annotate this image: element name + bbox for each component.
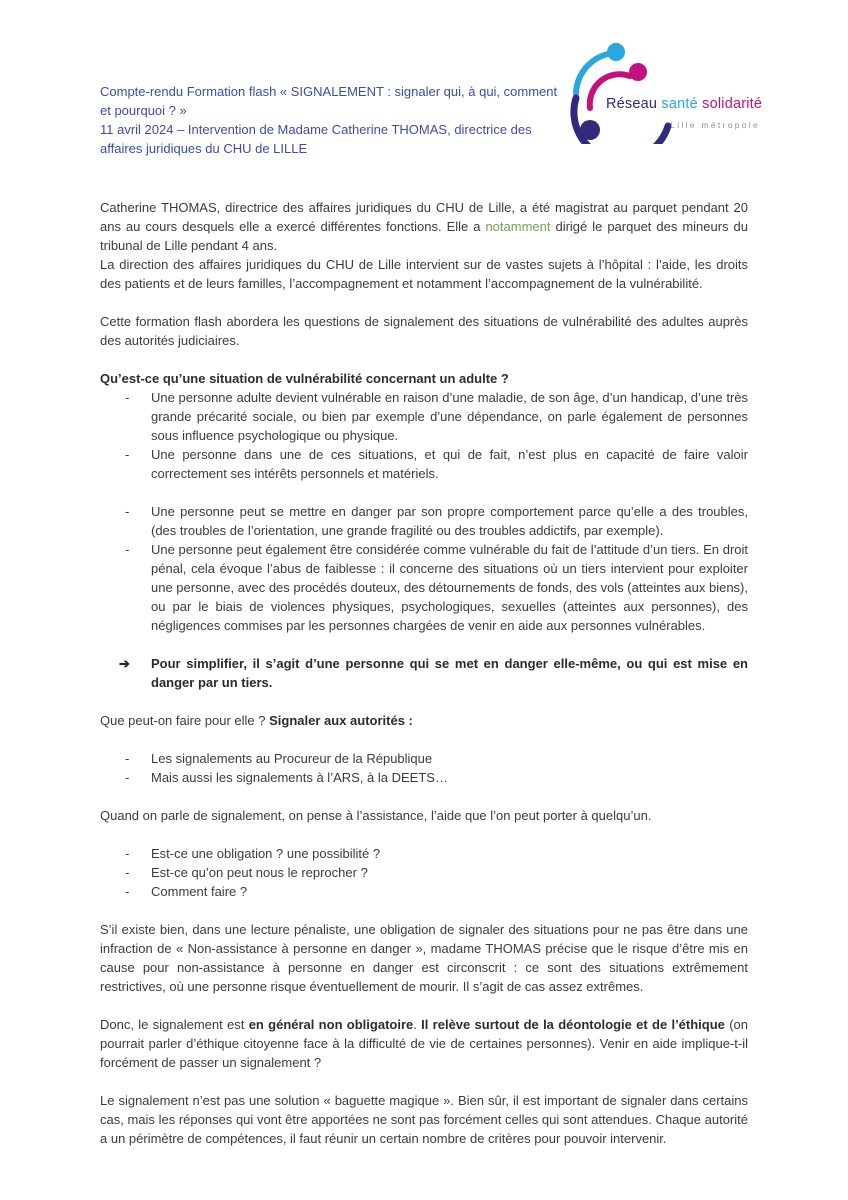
paragraph-baguette-magique: Le signalement n’est pas une solution « baguette magique ». Bien sûr, il est important de signaler dans certains cas, mais les réponses qui vont être apportées ne sont pas forcément celles qui sont attendues. Chaque autorité a un périmètre de compétences, il faut réunir un certain nombre de critères pour pouvoir intervenir. bbox=[100, 1093, 748, 1146]
list-item-text: Mais aussi les signalements à l’ARS, à la DEETS… bbox=[151, 770, 448, 785]
document-body bbox=[100, 82, 763, 1167]
list-item bbox=[100, 388, 748, 445]
logo-word-solidarite: solidarité bbox=[702, 96, 763, 112]
paragraph-deontologie bbox=[100, 1015, 748, 1072]
paragraph-formation: Cette formation flash abordera les questions de signalement des situations de vulnérabilité des adultes auprès des autorités judiciaires. bbox=[100, 314, 748, 348]
report-title: Compte-rendu Formation flash « SIGNALEMENT : signaler qui, à qui, comment et pourquoi ? » bbox=[100, 84, 558, 118]
text-run: dirigé le parquet des mineurs du tribunal de Lille pendant 4 ans. bbox=[100, 219, 748, 253]
list-item-text: Une personne peut également être considérée comme vulnérable du fait de l’attitude d’un tiers. En droit pénal, cela évoque l’abus de faiblesse : il concerne des situations où un tiers intervient pour exploiter une personne, avec des procédés douteux, des détournements de fonds, des vols (atteintes aux biens), ou par le biais de violences physiques, psychologiques, sexuelles (atteintes aux personnes), des négligences commises par les personnes chargées de venir en aide aux personnes vulnérables. bbox=[151, 542, 748, 633]
report-header bbox=[100, 82, 562, 158]
paragraph-question bbox=[100, 711, 748, 730]
summary-arrow-item bbox=[100, 654, 748, 692]
section-heading-vulnerabilite: Qu’est-ce qu’une situation de vulnérabilité concernant un adulte ? bbox=[100, 371, 509, 386]
paragraph-assistance: Quand on parle de signalement, on pense à l’assistance, l’aide que l’on peut porter à quelqu’un. bbox=[100, 808, 652, 823]
text-run: (on pourrait parler d’éthique citoyenne face à la difficulté de vie de certaines personnes). Venir en aide implique-t-il forcément de passer un signalement ? bbox=[100, 1017, 749, 1070]
list-item-text: Une personne peut se mettre en danger par son propre comportement parce qu’elle a des troubles, (des troubles de l’orientation, une grande fragilité ou des troubles addictifs, par exemple). bbox=[151, 504, 748, 538]
paragraph-penaliste: S’il existe bien, dans une lecture pénaliste, une obligation de signaler des situations pour ne pas être dans une infraction de « Non-assistance à personne en danger », madame THOMAS précise que le risque d’être mis en cause pour non-assistance à personne en danger est circonscrit : ce sont des situations extrêmement restrictives, où une personne risque éventuellement de mourir. Il s’agit de cas assez extrêmes. bbox=[100, 922, 748, 994]
text-run: Donc, le signalement est bbox=[100, 1017, 249, 1032]
list-item-text: Est-ce qu’on peut nous le reprocher ? bbox=[151, 865, 368, 880]
dash-bullet-icon: - bbox=[125, 865, 130, 880]
dash-bullet-icon: - bbox=[125, 770, 130, 785]
list-item-text: Est-ce une obligation ? une possibilité ? bbox=[151, 846, 381, 861]
text-run-bold: en général non obligatoire bbox=[248, 1017, 414, 1032]
logo-word-reseau: Réseau bbox=[606, 96, 658, 112]
logo-mark-icon bbox=[570, 42, 682, 144]
list-item bbox=[100, 502, 748, 540]
dash-bullet-icon: - bbox=[125, 884, 130, 899]
dash-bullet-icon: - bbox=[125, 390, 130, 405]
dash-bullet-icon: - bbox=[125, 751, 130, 766]
list-item bbox=[100, 749, 748, 768]
list-item-text: Une personne dans une de ces situations, et qui de fait, n’est plus en capacité de faire valoir correctement ses intérêts personnels et matériels. bbox=[151, 447, 748, 481]
list-item-text: Comment faire ? bbox=[151, 884, 248, 899]
dash-bullet-icon: - bbox=[125, 846, 130, 861]
text-run-bold: Il relève surtout de la déontologie et de l’éthique bbox=[421, 1017, 725, 1032]
text-run: . bbox=[413, 1017, 422, 1032]
dash-bullet-icon: - bbox=[125, 542, 130, 557]
summary-text: Pour simplifier, il s’agit d’une personne qui se met en danger elle-même, ou qui est mise en danger par un tiers. bbox=[151, 656, 748, 690]
logo-subtitle: Lille métropole bbox=[670, 120, 760, 130]
list-item bbox=[100, 882, 748, 901]
logo-wordmark bbox=[606, 95, 762, 114]
report-dateline: 11 avril 2024 – Intervention de Madame Catherine THOMAS, directrice des affaires juridiques du CHU de LILLE bbox=[100, 122, 532, 156]
list-item bbox=[100, 863, 748, 882]
bullet-list-a bbox=[100, 388, 748, 483]
paragraph-intro-bio bbox=[100, 198, 748, 255]
list-item bbox=[100, 540, 748, 635]
text-run: Catherine THOMAS, directrice des affaires juridiques du CHU de Lille, a été magistrat au parquet pendant 20 ans au cours desquels elle a exercé différentes fonctions. Elle a bbox=[100, 200, 748, 234]
list-item bbox=[100, 445, 748, 483]
paragraph-intro bbox=[100, 198, 748, 293]
text-run-bold: Signaler aux autorités : bbox=[269, 713, 413, 728]
bullet-list-d bbox=[100, 844, 748, 901]
bullet-list-c bbox=[100, 749, 748, 787]
list-item bbox=[100, 768, 748, 787]
logo-word-sante: santé bbox=[661, 96, 698, 112]
bullet-list-b bbox=[100, 502, 748, 635]
text-run-green: notamment bbox=[485, 219, 551, 234]
list-item-text: Les signalements au Procureur de la République bbox=[151, 751, 433, 766]
text-run: Que peut-on faire pour elle ? bbox=[100, 713, 270, 728]
dash-bullet-icon: - bbox=[125, 504, 130, 519]
paragraph-intro-direction: La direction des affaires juridiques du CHU de Lille intervient sur de vastes sujets à l’hôpital : l’aide, les droits des patients et de leurs familles, l’accompagnement et notamment l’accompagnement de la vulnérabilité. bbox=[100, 257, 748, 291]
list-item bbox=[100, 844, 748, 863]
dash-bullet-icon: - bbox=[125, 447, 130, 462]
arrow-right-icon: ➔ bbox=[119, 656, 130, 671]
list-item-text: Une personne adulte devient vulnérable en raison d’une maladie, de son âge, d’un handicap, d’une très grande précarité sociale, ou bien par exemple d’une dépendance, on parle également de personnes sous influence psychologique ou physique. bbox=[151, 390, 748, 443]
logo bbox=[570, 42, 762, 144]
